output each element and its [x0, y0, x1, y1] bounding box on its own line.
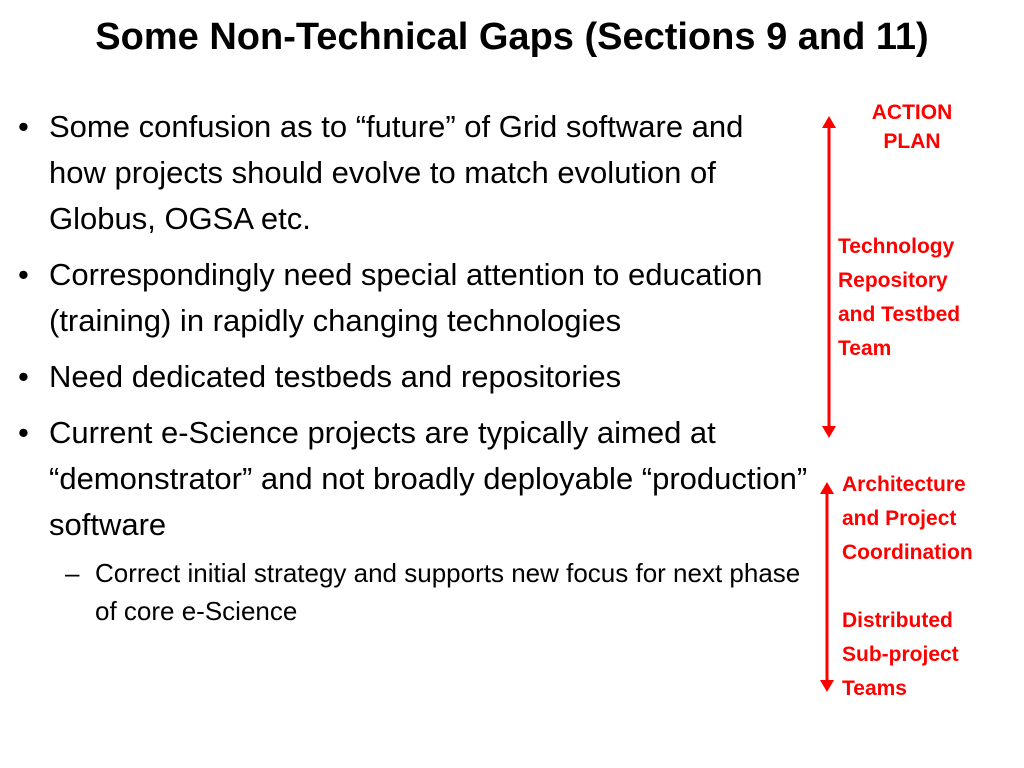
team-label-line: Technology — [838, 235, 955, 258]
team-label-line: Sub-project — [842, 643, 959, 666]
team-label-line: Coordination — [842, 541, 973, 564]
bullet-item — [18, 104, 808, 242]
bullet-marker: • — [18, 415, 29, 450]
team-label-line — [842, 570, 973, 604]
bullet-marker: • — [18, 109, 29, 144]
bullet-item — [18, 410, 808, 548]
team-label-line: and Project — [842, 507, 957, 530]
sub-bullet-item — [65, 554, 808, 630]
team-label-line: and Testbed — [838, 303, 961, 326]
action-plan-line: PLAN — [883, 130, 941, 153]
double-arrow-icon — [819, 116, 839, 438]
bullet-item — [18, 354, 808, 400]
bullet-text: Correspondingly need special attention to education (training) in rapidly changing technologies — [49, 257, 763, 338]
team-label-line: Repository — [838, 269, 948, 292]
slide-title: Some Non-Technical Gaps (Sections 9 and 11) — [95, 16, 929, 58]
bullet-item — [18, 252, 808, 344]
action-plan-heading — [862, 98, 962, 156]
bullet-text: Some confusion as to “future” of Grid software and how projects should evolve to match evolution of Globus, OGSA etc. — [49, 109, 744, 236]
team-label-line: Architecture — [842, 473, 966, 496]
double-arrow-icon — [817, 482, 837, 692]
sub-bullet-text: Correct initial strategy and supports new focus for next phase of core e-Science — [95, 558, 801, 626]
bullet-marker: • — [18, 359, 29, 394]
team-label-line: Distributed — [842, 609, 953, 632]
team-label-line: Team — [838, 337, 892, 360]
bullet-marker: • — [18, 257, 29, 292]
bullet-list — [18, 104, 808, 630]
bullet-text: Current e-Science projects are typically aimed at “demonstrator” and not broadly deployable “production” software — [49, 415, 808, 542]
architecture-team-label — [842, 468, 973, 706]
action-plan-line: ACTION — [871, 101, 953, 124]
bullet-text: Need dedicated testbeds and repositories — [49, 359, 622, 394]
technology-team-label — [838, 230, 960, 366]
sub-bullet-marker: – — [65, 558, 80, 588]
team-label-line: Teams — [842, 677, 907, 700]
